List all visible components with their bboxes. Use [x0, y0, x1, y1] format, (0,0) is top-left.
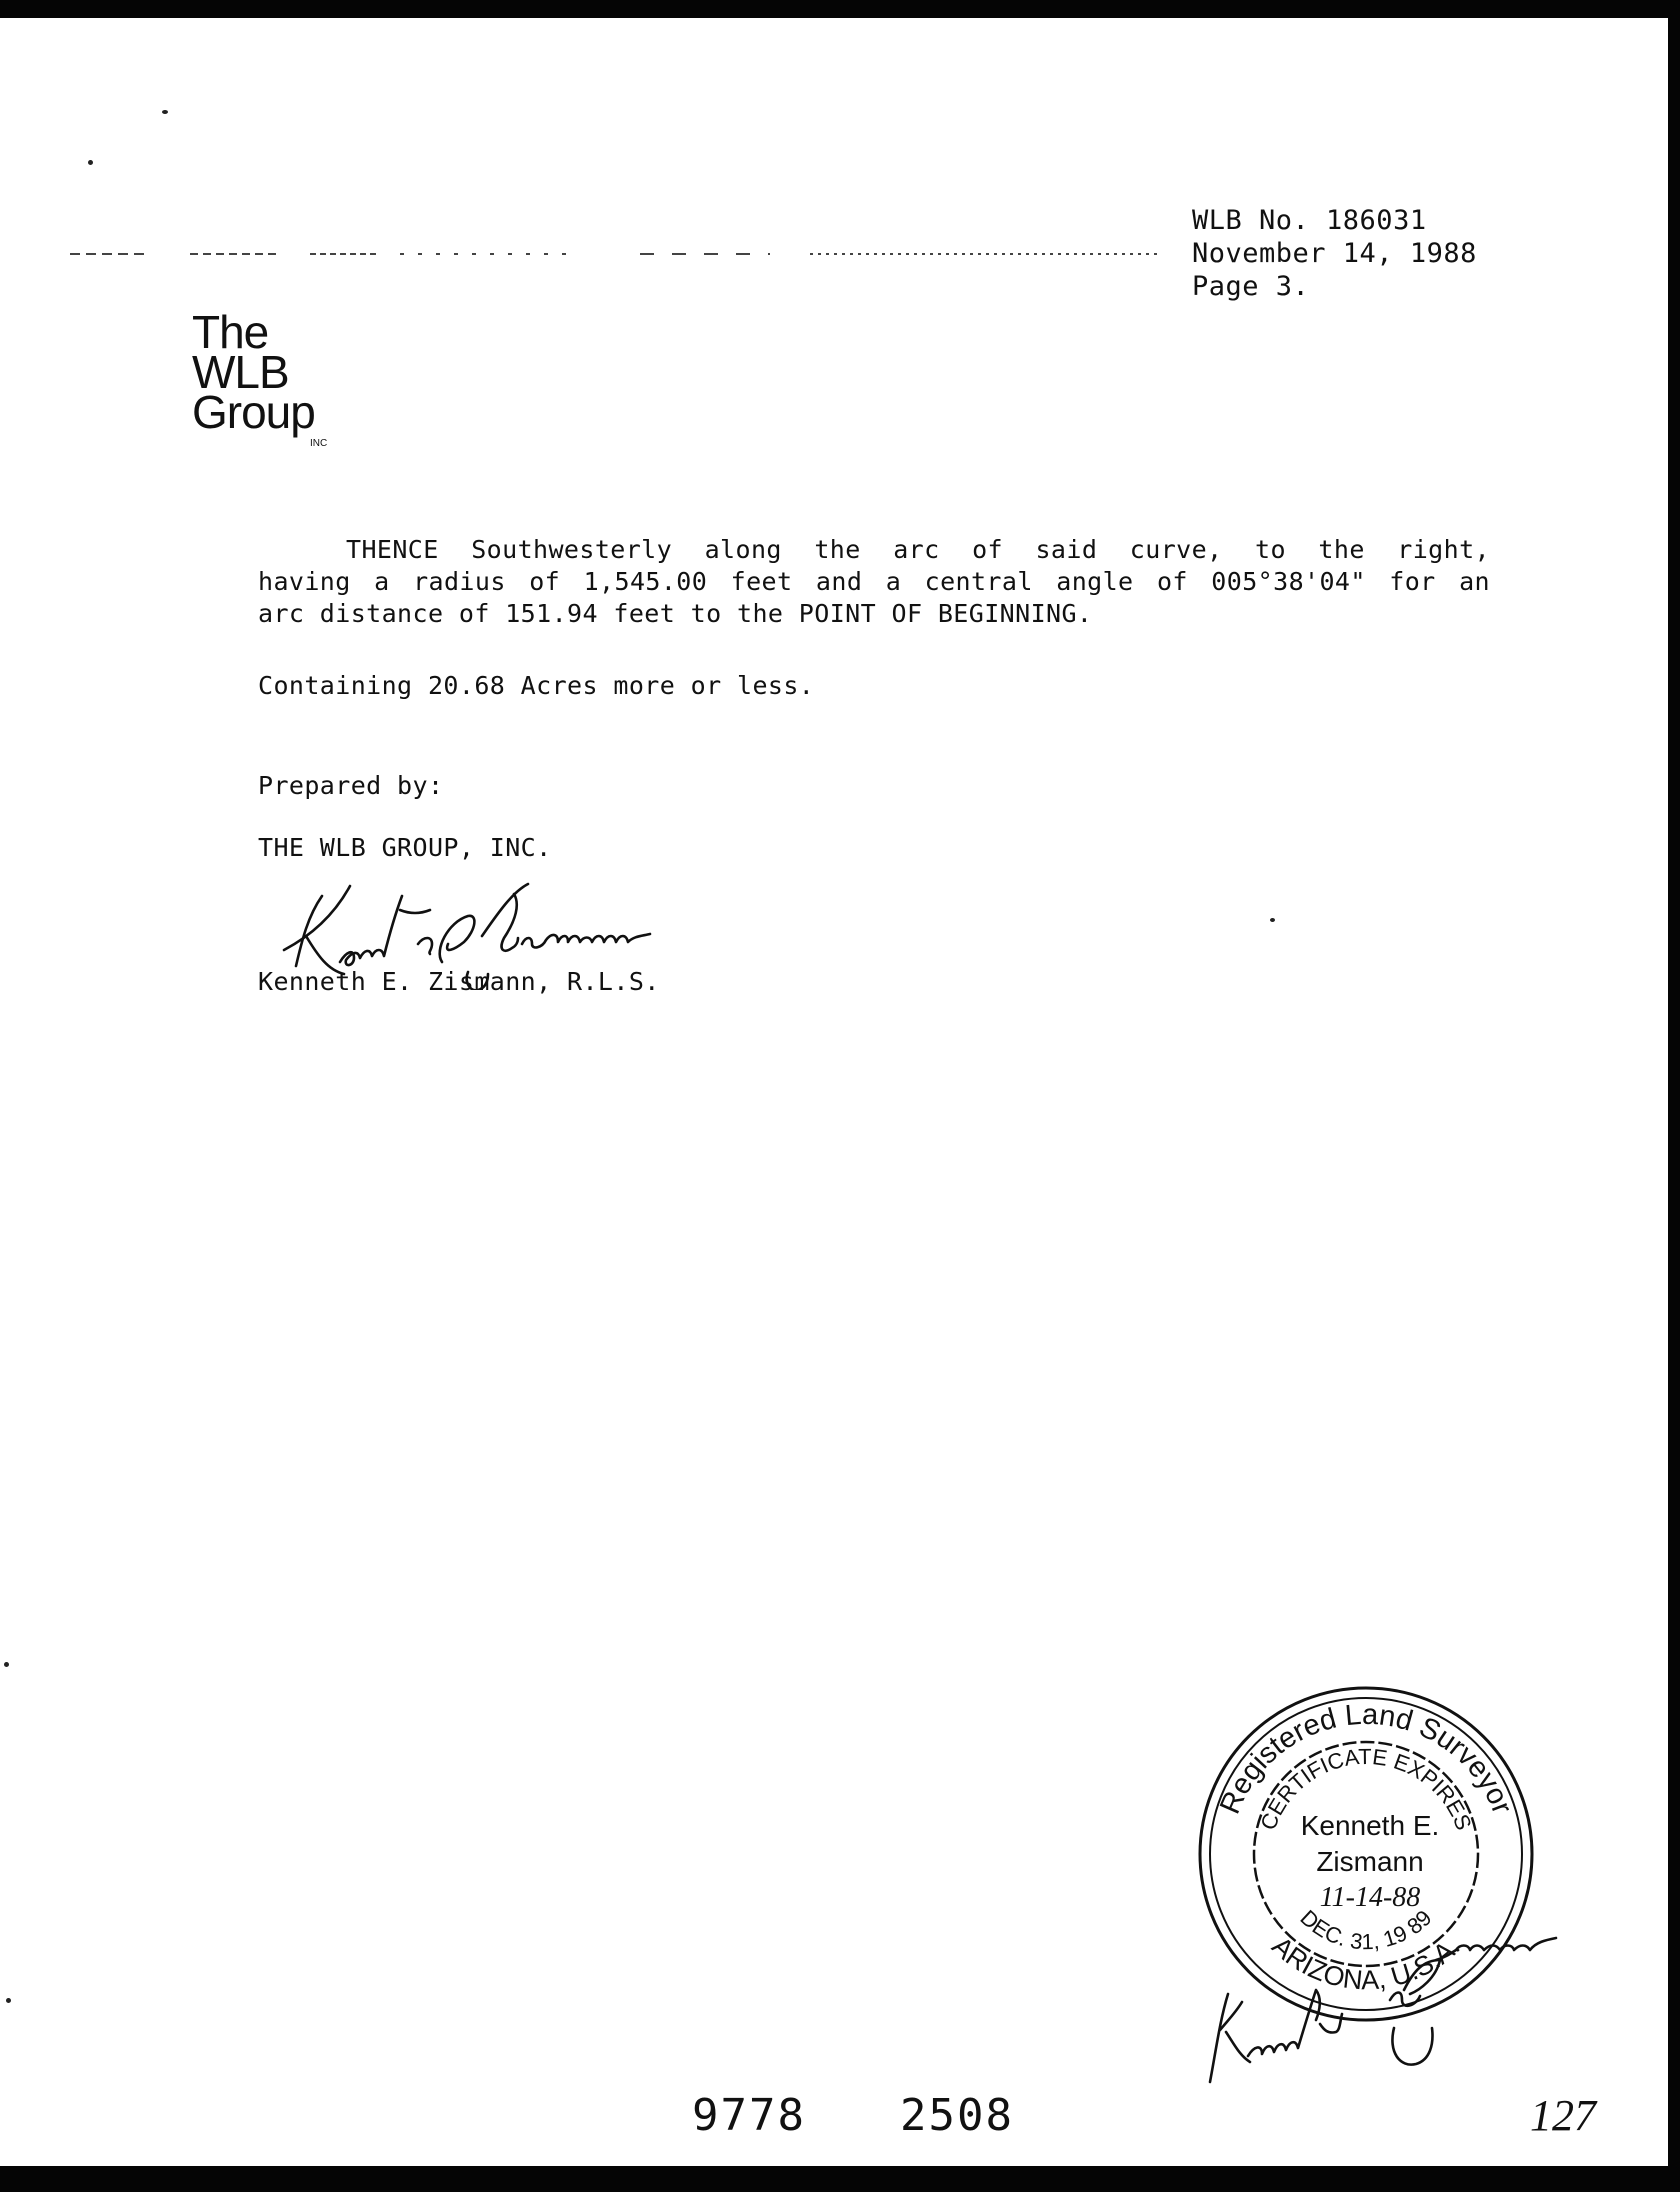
- logo-line-3: Group: [192, 386, 315, 438]
- document-number-2: 2508: [900, 2090, 1014, 2141]
- document-header: [1192, 204, 1477, 303]
- logo-suffix: INC: [310, 438, 328, 449]
- logo-line-2: WLB: [192, 346, 289, 398]
- scan-speck: [88, 160, 93, 165]
- seal-name-line-1: Kenneth E.: [1300, 1810, 1440, 1841]
- wlb-number: WLB No. 186031: [1192, 205, 1427, 236]
- seal-inner-top-text: CERTIFICATE EXPIRES: [1255, 1743, 1477, 1834]
- logo-line-1: The: [192, 306, 269, 358]
- document-number-1: 9778: [692, 2090, 806, 2141]
- seal-inner-bottom-text: DEC. 31, 19 89: [1295, 1904, 1437, 1955]
- scan-speck: [1270, 918, 1275, 922]
- document-date: November 14, 1988: [1192, 238, 1477, 269]
- scan-speck: [6, 1998, 11, 2003]
- prepared-by-label: Prepared by:: [258, 771, 444, 800]
- seal-name-line-2: Zismann: [1316, 1846, 1424, 1877]
- company-logo: [192, 306, 328, 449]
- signer-name: Kenneth E. Zismann, R.L.S.: [258, 967, 660, 996]
- paragraph-line: THENCE Southwesterly along the arc of said curve, to the right,: [346, 535, 1490, 564]
- seal-outer-top-text: Registered Land Surveyor: [1214, 1698, 1519, 1819]
- seal-signature: [1190, 1860, 1620, 2100]
- scan-border-bottom: [0, 2166, 1680, 2192]
- acreage-statement: Containing 20.68 Acres more or less.: [258, 671, 815, 700]
- scan-noise-line: [70, 248, 1170, 260]
- scan-speck: [4, 1662, 9, 1667]
- scan-border-right: [1668, 0, 1680, 2192]
- seal-outer-bottom-text: ARIZONA, U.S.A.: [1266, 1930, 1466, 1996]
- paragraph-line: arc distance of 151.94 feet to the POINT OF BEGINNING.: [258, 599, 1093, 628]
- seal-date: 11-14-88: [1319, 1882, 1421, 1913]
- legal-description-paragraph: [258, 534, 1490, 630]
- scan-border-top: [0, 0, 1680, 18]
- page-number: Page 3.: [1192, 271, 1310, 302]
- company-name: THE WLB GROUP, INC.: [258, 833, 552, 862]
- handwritten-page-mark: 127: [1530, 2091, 1596, 2140]
- scan-speck: [162, 110, 168, 114]
- paragraph-line: having a radius of 1,545.00 feet and a central angle of 005°38'04" for an: [258, 567, 1490, 596]
